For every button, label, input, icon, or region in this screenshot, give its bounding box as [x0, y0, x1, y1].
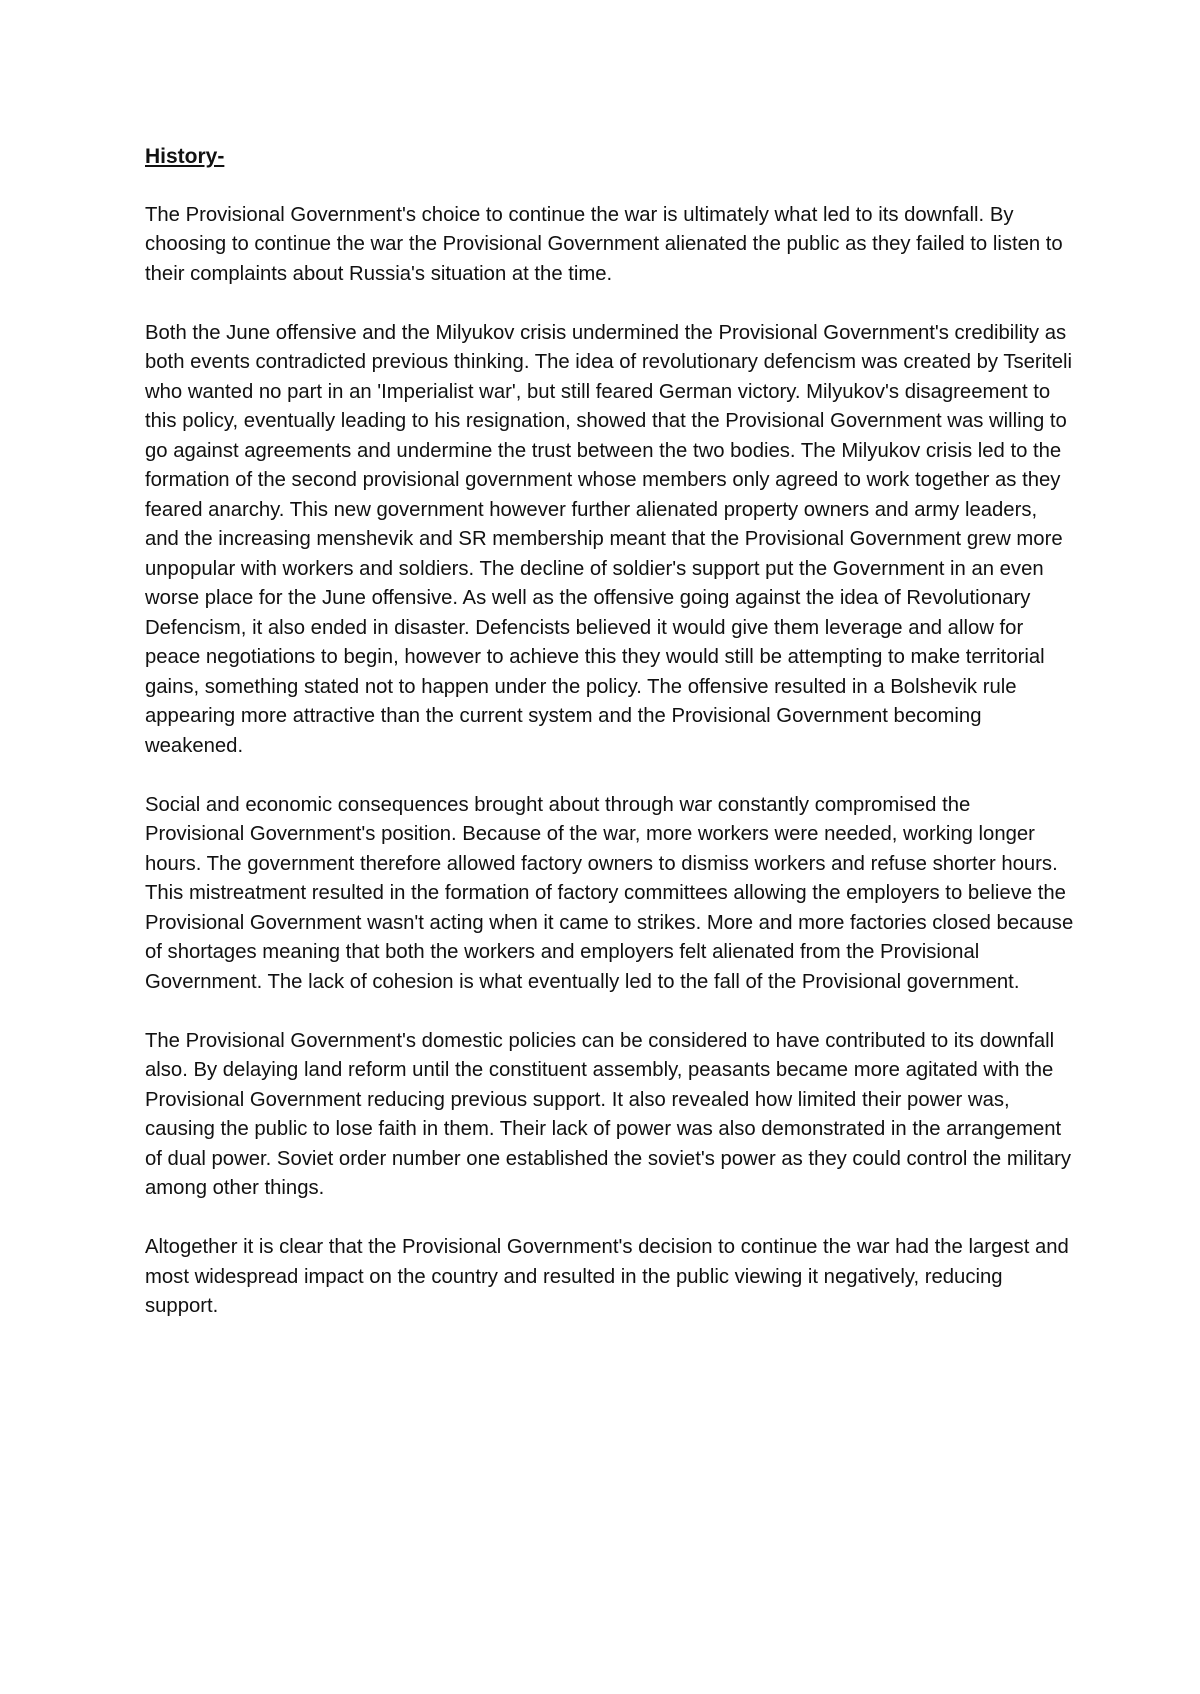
paragraph-domestic-policies: The Provisional Government's domestic policies can be considered to have contributed to its downfall also. By delaying land reform until the constituent assembly, peasants became more agitated with the Provisional Government reducing previous support. It also revealed how limited their power was, causing the public to lose faith in them. Their lack of power was also demonstrated in the arrangement of dual power. Soviet order number one established the soviet's power as they could control the military among other things.: [145, 1029, 1072, 1199]
paragraph-june-offensive-milyukov: Both the June offensive and the Milyukov crisis undermined the Provisional Government's credibility as both events contradicted previous thinking. The idea of revolutionary defencism was created by Tseriteli who wanted no part in an 'Imperialist war', but still feared German victory. Milyukov's disagreement to this policy, eventually leading to his resignation, showed that the Provisional Government was willing to go against agreements and undermine the trust between the two bodies. The Milyukov crisis led to the formation of the second provisional government whose members only agreed to work together as they feared anarchy. This new government however further alienated property owners and army leaders, and the increasing menshevik and SR membership meant that the Provisional Government grew more unpopular with workers and soldiers. The decline of soldier's support put the Government in an even worse place for the June offensive. As well as the offensive going against the idea of Revolutionary Defencism, it also ended in disaster. Defencists believed it would give them leverage and allow for peace negotiations to begin, however to achieve this they would still be attempting to make territorial gains, something stated not to happen under the policy. The offensive resulted in a Bolshevik rule appearing more attractive than the current system and the Provisional Government becoming weakened.: [145, 321, 1073, 757]
document-title: History-: [145, 145, 225, 168]
paragraph-social-economic: Social and economic consequences brought about through war constantly compromised the Provisional Government's position. Because of the war, more workers were needed, working longer hours. The government therefore allowed factory owners to dismiss workers and refuse shorter hours. This mistreatment resulted in the formation of factory committees allowing the employers to believe the Provisional Government wasn't acting when it came to strikes. More and more factories closed because of shortages meaning that both the workers and employers felt alienated from the Provisional Government. The lack of cohesion is what eventually led to the fall of the Provisional government.: [145, 793, 1074, 993]
document-body: [145, 142, 1075, 1351]
paragraph-war-continuation: The Provisional Government's choice to continue the war is ultimately what led to its downfall. By choosing to continue the war the Provisional Government alienated the public as they failed to listen to their complaints about Russia's situation at the time.: [145, 203, 1063, 285]
paragraph-conclusion: Altogether it is clear that the Provisional Government's decision to continue the war had the largest and most widespread impact on the country and resulted in the public viewing it negatively, reducing support.: [145, 1236, 1069, 1317]
